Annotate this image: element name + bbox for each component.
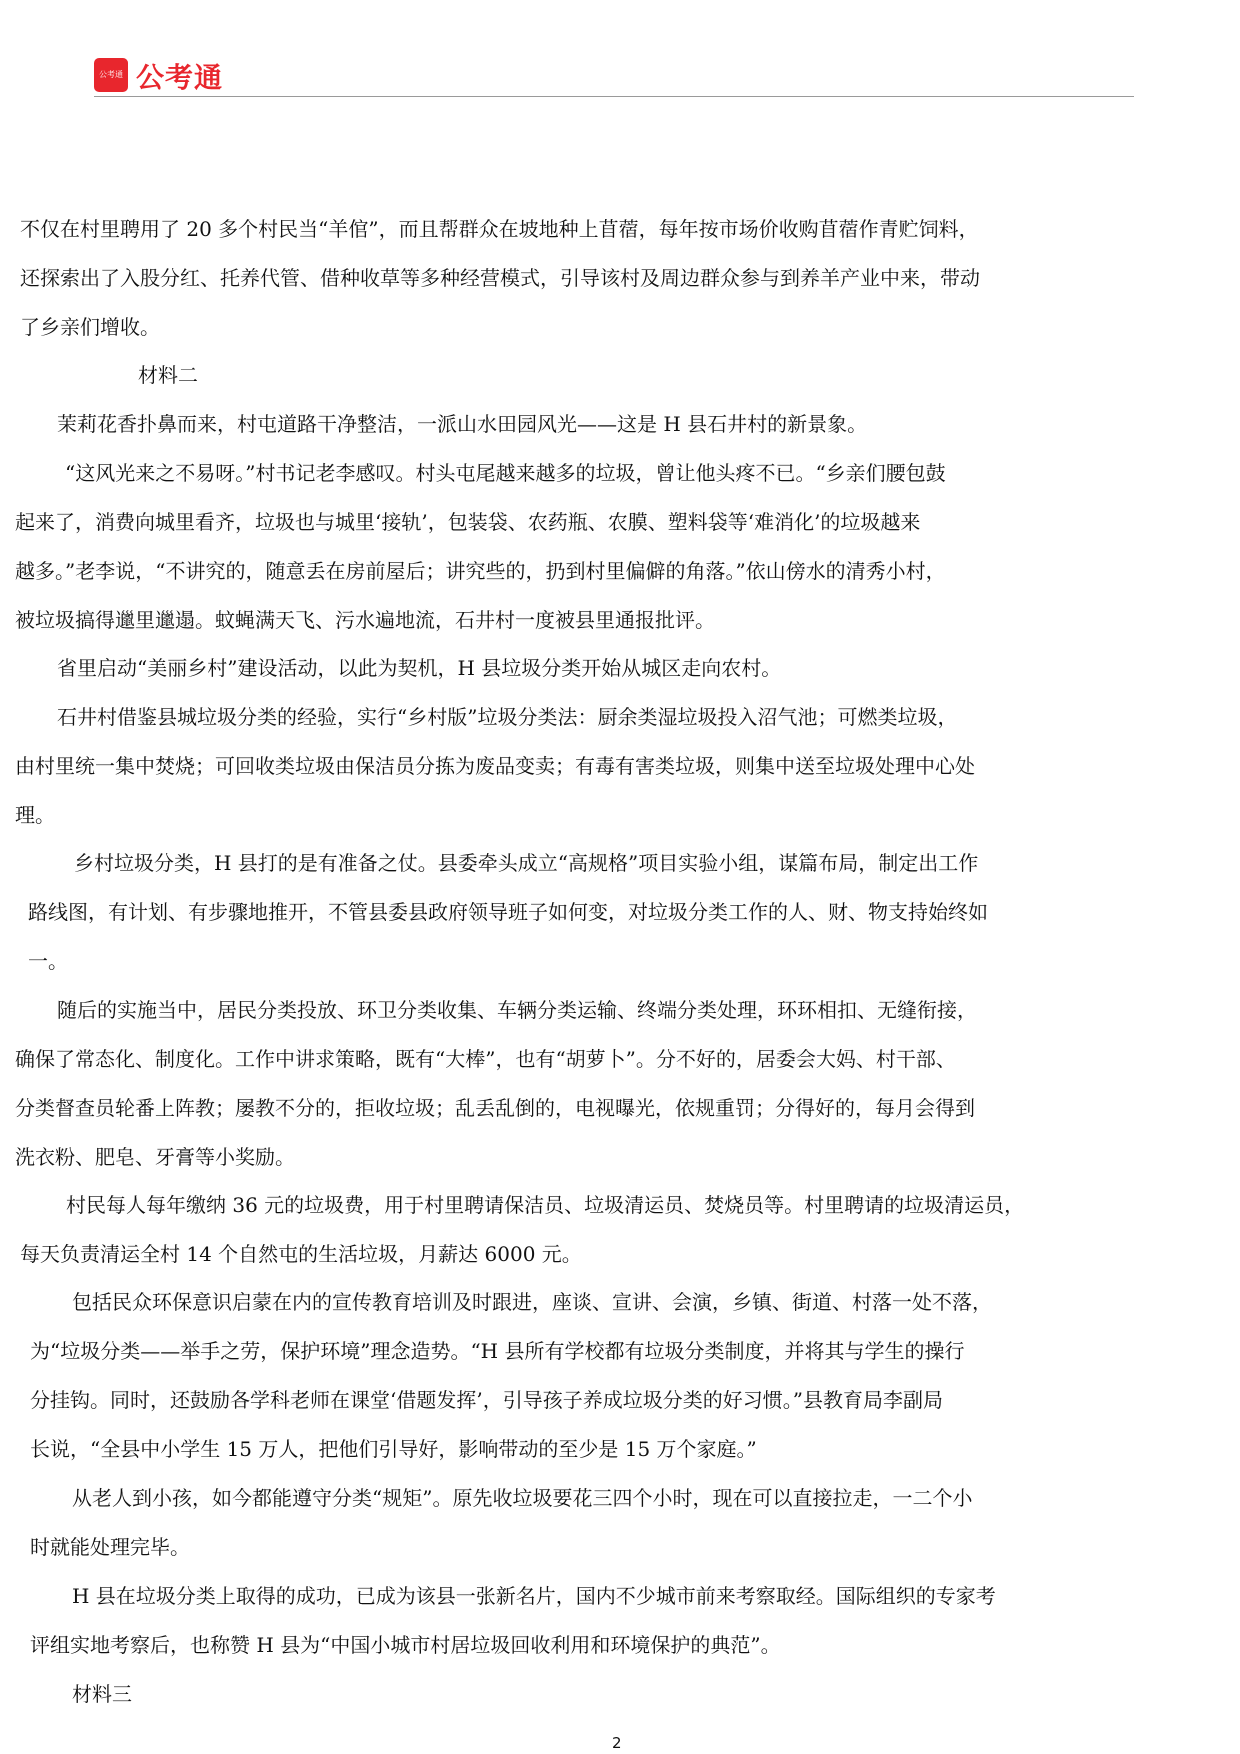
text-line: 随后的实施当中，居民分类投放、环卫分类收集、车辆分类运输、终端分类处理，环环相扣、无缝衔接，	[57, 998, 977, 1022]
text-line: 评组实地考察后，也称赞 H 县为“中国小城市村居垃圾回收利用和环境保护的典范”。	[30, 1633, 781, 1657]
text-line: 长说，“全县中小学生 15 万人，把他们引导好，影响带动的至少是 15 万个家庭。”	[30, 1437, 757, 1461]
text-line: 石井村借鉴县城垃圾分类的经验，实行“乡村版”垃圾分类法：厨余类湿垃圾投入沼气池；可燃类垃圾，	[57, 705, 958, 729]
text-line: 乡村垃圾分类，H 县打的是有准备之仗。县委牵头成立“高规格”项目实验小组，谋篇布局，制定出工作	[74, 851, 979, 875]
paragraph	[15, 693, 975, 840]
text-line: 为“垃圾分类——举手之劳，保护环境”理念造势。“H 县所有学校都有垃圾分类制度，并将其与学生的操行	[30, 1339, 965, 1363]
text-line: 从老人到小孩，如今都能遵守分类“规矩”。原先收垃圾要花三四个小时，现在可以直接拉走，一二个小	[72, 1486, 973, 1510]
text-line: 茉莉花香扑鼻而来，村屯道路干净整洁，一派山水田园风光——这是 H 县石井村的新景象。	[57, 412, 868, 436]
text-line: 时就能处理完毕。	[30, 1535, 190, 1559]
text-line: 村民每人每年缴纳 36 元的垃圾费，用于村里聘请保洁员、垃圾清运员、焚烧员等。村里聘请的垃圾清运员，	[66, 1193, 1025, 1217]
header-divider	[94, 96, 1134, 97]
paragraph	[28, 839, 988, 986]
text-line: 包括民众环保意识启蒙在内的宣传教育培训及时跟进，座谈、宣讲、会演，乡镇、街道、村落一处不落，	[72, 1290, 992, 1314]
text-line: 分挂钩。同时，还鼓励各学科老师在课堂‘借题发挥’，引导孩子养成垃圾分类的好习惯。”县教育局李副局	[30, 1388, 943, 1412]
text-line: 由村里统一集中焚烧；可回收类垃圾由保洁员分拣为废品变卖；有毒有害类垃圾，则集中送至垃圾处理中心处	[15, 754, 975, 778]
text-line: “这风光来之不易呀。”村书记老李感叹。村头屯尾越来越多的垃圾，曾让他头疼不已。“乡亲们腰包鼓	[65, 461, 946, 485]
text-line: 还探索出了入股分红、托养代管、借种收草等多种经营模式，引导该村及周边群众参与到养羊产业中来，带动	[20, 266, 980, 290]
paragraph	[20, 1181, 1024, 1279]
text-line: 起来了，消费向城里看齐，垃圾也与城里‘接轨’，包装袋、农药瓶、农膜、塑料袋等‘难消化’的垃圾越来	[15, 510, 921, 534]
text-line: 材料三	[72, 1682, 132, 1706]
text-line: 洗衣粉、肥皂、牙膏等小奖励。	[15, 1145, 295, 1169]
page-header	[94, 58, 1134, 98]
brand-logo-icon: 公考通	[94, 58, 128, 92]
text-line: 理。	[15, 803, 55, 827]
paragraph	[30, 1278, 992, 1474]
paragraph	[72, 1670, 132, 1719]
paragraph	[15, 986, 977, 1182]
paragraph	[57, 644, 781, 693]
paragraph	[138, 351, 198, 400]
text-line: 不仅在村里聘用了 20 多个村民当“羊倌”，而且帮群众在坡地种上苜蓿，每年按市场价收购苜蓿作青贮饲料，	[20, 217, 979, 241]
page-number: 2	[612, 1734, 622, 1752]
text-line: H 县在垃圾分类上取得的成功，已成为该县一张新名片，国内不少城市前来考察取经。国际组织的专家考	[72, 1584, 996, 1608]
text-line: 每天负责清运全村 14 个自然屯的生活垃圾，月薪达 6000 元。	[20, 1242, 582, 1266]
text-line: 被垃圾搞得邋里邋遢。蚊蝇满天飞、污水遍地流，石井村一度被县里通报批评。	[15, 608, 715, 632]
text-line: 越多。”老李说，“不讲究的，随意丢在房前屋后；讲究些的，扔到村里偏僻的角落。”依山傍水的清秀小村，	[15, 559, 946, 583]
paragraph	[15, 449, 946, 645]
text-line: 省里启动“美丽乡村”建设活动，以此为契机，H 县垃圾分类开始从城区走向农村。	[57, 656, 782, 680]
text-line: 材料二	[138, 363, 198, 387]
paragraph	[57, 400, 867, 449]
text-line: 分类督查员轮番上阵教；屡教不分的，拒收垃圾；乱丢乱倒的，电视曝光，依规重罚；分得好的，每月会得到	[15, 1096, 975, 1120]
text-line: 了乡亲们增收。	[20, 315, 160, 339]
brand-name: 公考通	[136, 61, 224, 94]
text-line: 一。	[28, 949, 68, 973]
text-line: 路线图，有计划、有步骤地推开，不管县委县政府领导班子如何变，对垃圾分类工作的人、财、物支持始终如	[28, 900, 988, 924]
paragraph	[30, 1572, 996, 1670]
paragraph	[20, 205, 980, 352]
paragraph	[30, 1474, 972, 1572]
text-line: 确保了常态化、制度化。工作中讲求策略，既有“大棒”，也有“胡萝卜”。分不好的，居委会大妈、村干部、	[15, 1047, 956, 1071]
